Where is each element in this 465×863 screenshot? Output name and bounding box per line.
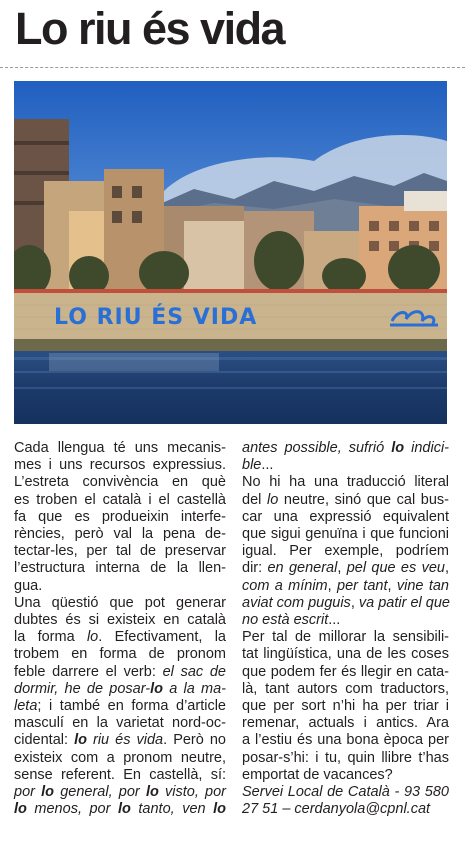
text-run: Cada llengua té uns mecanis- xyxy=(14,440,226,456)
text-line xyxy=(14,664,226,681)
text-run: Servei Local de Català - 93 580 xyxy=(242,784,449,801)
text-line xyxy=(14,526,226,543)
text-line xyxy=(242,509,449,526)
text-run: per tant xyxy=(337,577,388,594)
text-run: ... xyxy=(261,457,274,474)
text-run: que per sort n’hi ha per triar i xyxy=(242,698,449,715)
text-run: tectar-les, per tal de preservar xyxy=(14,543,226,560)
graffiti: LO RIU ÉS VIDA xyxy=(54,305,258,330)
text-run: antes possible, sufrió xyxy=(242,440,392,456)
text-run: que sigui genuïna i que funcioni xyxy=(242,526,449,543)
text-run: lo xyxy=(266,491,279,508)
text-run: va patir el que xyxy=(358,594,450,611)
text-line xyxy=(242,664,449,681)
text-line xyxy=(242,698,449,715)
text-run: no està escrit xyxy=(242,612,329,629)
text-run: , xyxy=(337,560,347,577)
text-run: tanto, ven xyxy=(130,801,214,818)
text-line xyxy=(242,560,449,577)
text-run: neutre, sinó que cal bus- xyxy=(278,491,449,508)
text-run: No hi ha una traducció literal xyxy=(242,474,449,491)
text-run: , xyxy=(387,577,397,594)
text-run: dormir, he de posar- xyxy=(14,680,151,697)
text-line xyxy=(14,560,226,577)
text-line xyxy=(242,492,449,509)
text-run: . Efectivament, la xyxy=(98,629,226,646)
text-column-right xyxy=(242,440,449,818)
text-line xyxy=(14,784,226,801)
text-run: posar-s’hi: i tu, quin llibre t’has xyxy=(242,749,449,766)
text-run: , xyxy=(350,594,359,611)
title-divider xyxy=(0,67,465,68)
text-run: lo xyxy=(117,801,131,818)
text-run: com a mínim xyxy=(242,577,328,594)
text-line xyxy=(14,732,226,749)
article-photo xyxy=(14,81,447,424)
text-run: lo xyxy=(41,784,55,801)
text-line xyxy=(14,698,226,715)
text-run: , xyxy=(444,560,449,577)
text-run: là, tant autors com traductors, xyxy=(242,680,449,697)
text-run: trobem en forma de pronom xyxy=(14,646,226,663)
text-line xyxy=(242,612,449,629)
text-run: gua. xyxy=(14,577,43,594)
text-line xyxy=(242,595,449,612)
text-line xyxy=(242,801,449,818)
text-run: la forma xyxy=(14,629,87,646)
text-line xyxy=(14,750,226,767)
text-run: ... xyxy=(328,612,341,629)
text-run: del xyxy=(242,491,267,508)
text-run: que podem fer és llegir en cata- xyxy=(242,663,449,680)
riverbank xyxy=(14,339,447,353)
text-run: indici- xyxy=(404,440,449,456)
text-run: lo xyxy=(145,784,159,801)
text-line xyxy=(242,715,449,732)
text-line xyxy=(242,629,449,646)
text-line xyxy=(14,629,226,646)
text-run: el sac de xyxy=(162,663,226,680)
text-line xyxy=(14,457,226,474)
text-run: lo xyxy=(213,801,227,818)
text-run: fa que es produeixin interfe- xyxy=(14,508,226,525)
text-line xyxy=(242,784,449,801)
text-run: a la ma- xyxy=(162,680,226,697)
text-line xyxy=(14,509,226,526)
text-run: ble xyxy=(242,457,262,474)
text-line xyxy=(14,543,226,560)
text-line xyxy=(242,543,449,560)
text-column-left xyxy=(14,440,226,818)
text-run: . Però no xyxy=(163,732,226,749)
text-line xyxy=(242,681,449,698)
text-run: 27 51 – cerdanyola@cpnl.cat xyxy=(242,801,431,818)
text-run: Per tal de millorar la sensibili- xyxy=(242,629,449,646)
text-run: masculí en la varietat nord-oc- xyxy=(14,715,226,732)
text-run: lo xyxy=(150,680,163,697)
text-run: L’estreta convivència en què xyxy=(14,474,226,491)
text-line xyxy=(242,767,449,784)
text-line xyxy=(14,681,226,698)
text-run: por xyxy=(14,784,42,801)
text-run: existeix com a pronom neutre, xyxy=(14,749,226,766)
text-line xyxy=(242,526,449,543)
text-line xyxy=(14,474,226,491)
text-run: dir: xyxy=(242,560,268,577)
text-line xyxy=(242,457,449,474)
text-run: rències, però val la pena de- xyxy=(14,526,226,543)
text-run: mes i uns recursos expressius. xyxy=(14,457,226,474)
text-run: en general xyxy=(267,560,338,577)
text-run: ; i també en forma d’article xyxy=(37,698,226,715)
text-run: lo xyxy=(14,801,27,818)
article-title: Lo riu és vida xyxy=(15,3,285,54)
text-run: sense referent. En castellà, sí: xyxy=(14,766,226,783)
text-line xyxy=(14,578,226,595)
text-run: emportat de vacances? xyxy=(242,766,393,783)
text-run: leta xyxy=(14,698,38,715)
text-run: dubtes és si existeix en català xyxy=(14,612,226,629)
text-line xyxy=(14,801,226,818)
text-run: vine tan xyxy=(396,577,449,594)
text-line xyxy=(14,492,226,509)
text-run: car una expressió equivalent xyxy=(242,508,449,525)
text-run: riu és vida xyxy=(86,732,164,749)
text-run: feble darrere el verb: xyxy=(14,663,163,680)
text-line xyxy=(242,646,449,663)
text-run: lo xyxy=(86,629,99,646)
text-run: es troben el català i el castellà xyxy=(14,491,226,508)
text-run: tat lingüística, una de les coses xyxy=(242,646,449,663)
text-line xyxy=(242,732,449,749)
text-line xyxy=(242,440,449,457)
text-run: menos, por xyxy=(26,801,118,818)
text-run: aviat com puguis xyxy=(242,594,351,611)
text-run: Una qüestió que pot generar xyxy=(14,594,226,611)
text-line xyxy=(242,474,449,491)
text-run: lo xyxy=(74,732,87,749)
text-line xyxy=(14,767,226,784)
text-line xyxy=(14,646,226,663)
text-run: a l’estiu és una bona època per xyxy=(242,732,449,749)
text-run: pel que es veu xyxy=(346,560,445,577)
text-line xyxy=(242,578,449,595)
text-line xyxy=(14,595,226,612)
text-run: visto, por xyxy=(158,784,226,801)
text-run: lo xyxy=(391,440,405,456)
text-run: cidental: xyxy=(14,732,75,749)
text-line xyxy=(14,440,226,457)
text-run: general, por xyxy=(54,784,146,801)
text-line xyxy=(14,715,226,732)
text-run: l’estructura interna de la llen- xyxy=(14,560,226,577)
text-line xyxy=(242,750,449,767)
text-run: , xyxy=(327,577,337,594)
text-line xyxy=(14,612,226,629)
text-run: igual. Per exemple, podríem xyxy=(242,543,449,560)
text-run: remenar, actuals i antics. Ara xyxy=(242,715,449,732)
